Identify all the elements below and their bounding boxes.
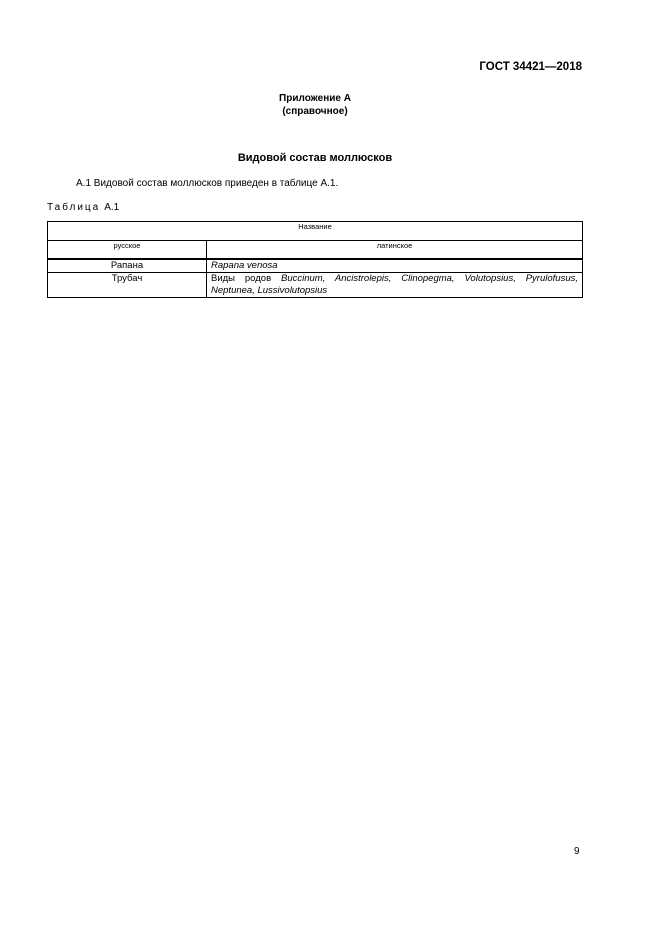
latin-prefix: Виды родов	[211, 273, 281, 284]
page-number: 9	[574, 846, 580, 857]
annex-title: Приложение А	[279, 93, 351, 104]
cell-russian-name: Трубач	[48, 273, 207, 298]
table-row	[48, 259, 583, 273]
cell-latin-name	[207, 259, 583, 273]
latin-taxa: Buccinum, Ancistrolepis, Clinopegma, Volutopsius, Pyrulofusus, Neptunea, Lussivolutopsius	[211, 273, 578, 296]
cell-latin-name	[207, 273, 583, 298]
cell-russian-name: Рапана	[48, 259, 207, 273]
table-header-name: Название	[48, 222, 583, 241]
mollusc-species-table	[47, 221, 583, 298]
latin-taxa: Rapana venosa	[211, 260, 278, 271]
table-caption	[47, 202, 119, 213]
annex-subtitle: (справочное)	[282, 106, 348, 117]
table-header-russian: русское	[48, 241, 207, 260]
annex-heading	[0, 92, 630, 118]
table-caption-number: А.1	[104, 202, 120, 213]
table-row	[48, 273, 583, 298]
section-title: Видовой состав моллюсков	[237, 152, 393, 164]
table-caption-word: Таблица	[47, 202, 101, 213]
table-header-latin: латинское	[207, 241, 583, 260]
standard-code: ГОСТ 34421—2018	[479, 61, 582, 73]
intro-paragraph: А.1 Видовой состав моллюсков приведен в таблице А.1.	[76, 178, 339, 189]
